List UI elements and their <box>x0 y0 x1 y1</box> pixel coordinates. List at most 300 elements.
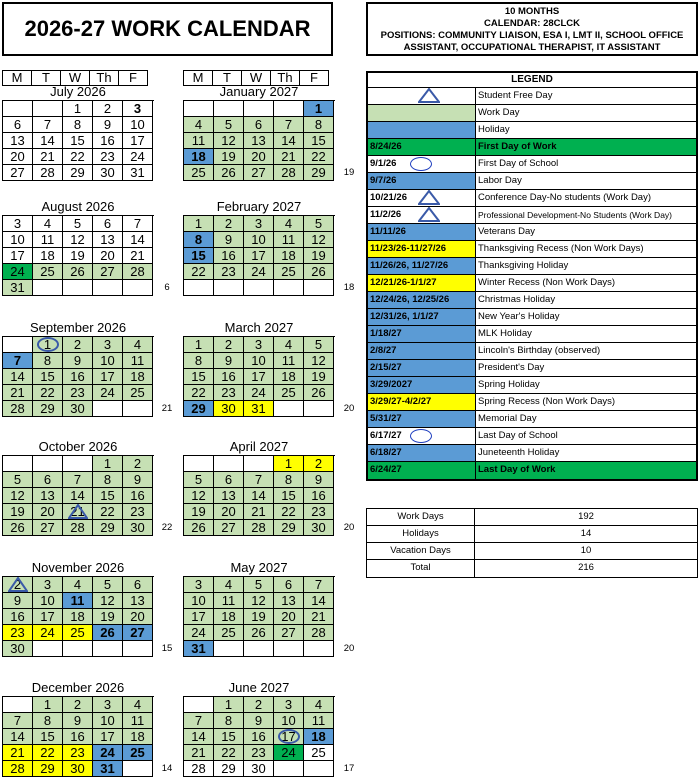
day-cell <box>3 504 33 520</box>
day-number: 26 <box>311 385 326 400</box>
day-cell <box>63 745 93 761</box>
day-number: 23 <box>251 745 266 760</box>
day-cell <box>274 577 304 593</box>
months-label: 10 MONTHS <box>504 6 560 17</box>
day-cell <box>244 165 274 181</box>
day-cell <box>93 761 123 777</box>
day-cell <box>33 117 63 133</box>
day-cell <box>33 216 63 232</box>
legend-date: 9/7/26 <box>368 173 476 189</box>
day-cell <box>33 609 63 625</box>
day-number: 27 <box>10 165 25 180</box>
month-grid <box>183 100 335 181</box>
day-number: 6 <box>103 216 112 231</box>
day-cell <box>244 625 274 641</box>
day-number: 2 <box>254 697 263 712</box>
day-number: 7 <box>133 216 142 231</box>
day-number: 30 <box>70 401 85 416</box>
day-number: 9 <box>133 472 142 487</box>
day-cell <box>214 248 244 264</box>
legend-description: Juneteenth Holiday <box>478 447 560 458</box>
day-cell <box>274 369 304 385</box>
day-cell <box>93 401 123 417</box>
day-cell <box>63 729 93 745</box>
totals-value: 14 <box>580 528 592 539</box>
day-cell <box>123 745 153 761</box>
day-number: 16 <box>311 488 326 503</box>
day-cell <box>274 520 304 536</box>
day-number: 30 <box>221 401 236 416</box>
day-cell <box>304 385 334 401</box>
day-number: 8 <box>224 713 233 728</box>
day-number: 29 <box>40 761 55 776</box>
day-cell <box>184 248 214 264</box>
day-cell <box>93 625 123 641</box>
day-number: 13 <box>100 232 115 247</box>
day-cell <box>33 385 63 401</box>
day-number: 20 <box>10 149 25 164</box>
month-grid <box>2 455 154 536</box>
day-cell <box>33 401 63 417</box>
day-cell <box>304 149 334 165</box>
day-number: 29 <box>100 520 115 535</box>
legend-row <box>368 190 696 207</box>
month-calendar <box>183 680 335 777</box>
day-cell <box>3 216 33 232</box>
day-cell <box>63 353 93 369</box>
day-number: 9 <box>254 713 263 728</box>
day-number: 12 <box>221 133 236 148</box>
day-number: 3 <box>43 577 52 592</box>
day-number: 12 <box>251 593 266 608</box>
day-number: 21 <box>70 504 85 519</box>
day-cell <box>123 248 153 264</box>
day-cell <box>3 369 33 385</box>
day-number: 8 <box>284 472 293 487</box>
day-number: 9 <box>224 232 233 247</box>
day-cell <box>214 149 244 165</box>
day-cell <box>274 117 304 133</box>
day-number: 17 <box>100 729 115 744</box>
day-number: 15 <box>191 248 206 263</box>
legend-date: 6/17/27 <box>368 428 476 444</box>
month-workday-count: 21 <box>161 403 173 414</box>
day-cell <box>33 165 63 181</box>
day-number: 18 <box>40 248 55 263</box>
day-cell <box>274 133 304 149</box>
month-name: April 2027 <box>229 439 289 454</box>
month-name: June 2027 <box>228 680 290 695</box>
day-cell <box>33 149 63 165</box>
day-number: 22 <box>191 264 206 279</box>
day-number: 18 <box>281 248 296 263</box>
day-number: 7 <box>13 353 22 368</box>
day-cell <box>214 456 244 472</box>
day-cell <box>93 609 123 625</box>
day-cell <box>123 504 153 520</box>
day-cell <box>123 625 153 641</box>
day-number: 26 <box>251 625 266 640</box>
legend-description: Last Day of Work <box>476 462 696 479</box>
day-number: 28 <box>40 165 55 180</box>
day-number: 8 <box>43 353 52 368</box>
month-grid <box>183 336 335 417</box>
day-cell <box>123 149 153 165</box>
legend-title: LEGEND <box>368 73 696 88</box>
legend-date <box>368 105 476 121</box>
day-number: 19 <box>100 609 115 624</box>
day-cell <box>33 593 63 609</box>
totals-label: Holidays <box>367 526 475 542</box>
day-cell <box>33 280 63 296</box>
day-cell <box>274 625 304 641</box>
day-cell <box>304 577 334 593</box>
day-cell <box>184 577 214 593</box>
day-cell <box>63 133 93 149</box>
day-cell <box>274 504 304 520</box>
month-calendar <box>183 439 335 536</box>
day-cell <box>214 697 244 713</box>
day-number: 19 <box>221 149 236 164</box>
day-cell <box>63 117 93 133</box>
day-header: F <box>299 70 329 86</box>
day-cell <box>123 713 153 729</box>
day-number: 30 <box>130 520 145 535</box>
day-number: 3 <box>254 216 263 231</box>
day-cell <box>3 133 33 149</box>
day-cell <box>3 401 33 417</box>
month-name: December 2026 <box>31 680 125 695</box>
day-cell <box>184 729 214 745</box>
legend-description: First Day of Work <box>476 139 696 155</box>
day-cell <box>214 745 244 761</box>
day-number: 1 <box>194 216 203 231</box>
day-number: 23 <box>100 149 115 164</box>
day-cell <box>184 165 214 181</box>
month-calendar <box>183 84 335 181</box>
legend-description: Work Day <box>478 107 520 118</box>
legend-row <box>368 105 696 122</box>
day-cell <box>214 504 244 520</box>
day-number: 21 <box>40 149 55 164</box>
day-number: 25 <box>281 264 296 279</box>
month-grid <box>2 100 154 181</box>
day-cell <box>274 697 304 713</box>
legend-date: 1/18/27 <box>368 326 476 342</box>
day-cell <box>184 353 214 369</box>
day-number: 5 <box>194 472 203 487</box>
day-cell <box>3 456 33 472</box>
day-header: M <box>2 70 32 86</box>
first-last-school-circle-icon <box>37 337 59 352</box>
day-number: 15 <box>40 369 55 384</box>
day-cell <box>93 577 123 593</box>
day-cell <box>244 401 274 417</box>
month-calendar <box>2 320 154 417</box>
day-cell <box>63 713 93 729</box>
day-number: 28 <box>251 520 266 535</box>
month-workday-count: 14 <box>161 763 173 774</box>
day-cell <box>123 641 153 657</box>
legend-row <box>368 224 696 241</box>
day-cell <box>123 729 153 745</box>
day-cell <box>274 385 304 401</box>
legend-date: 12/21/26-1/1/27 <box>368 275 476 291</box>
day-cell <box>214 520 244 536</box>
day-cell <box>184 232 214 248</box>
totals-row <box>367 543 697 560</box>
legend-date: 12/31/26, 1/1/27 <box>368 309 476 325</box>
day-number: 17 <box>130 133 145 148</box>
day-number: 3 <box>133 101 142 116</box>
day-number: 1 <box>103 456 112 471</box>
totals-value: 10 <box>580 545 592 556</box>
day-number: 20 <box>40 504 55 519</box>
day-cell <box>3 488 33 504</box>
day-cell <box>274 472 304 488</box>
day-number: 3 <box>103 337 112 352</box>
day-cell <box>93 133 123 149</box>
day-cell <box>304 401 334 417</box>
day-cell <box>214 729 244 745</box>
day-number: 12 <box>100 593 115 608</box>
day-number: 30 <box>10 641 25 656</box>
day-number: 17 <box>251 369 266 384</box>
legend-description: President's Day <box>478 362 545 373</box>
day-cell <box>33 745 63 761</box>
day-cell <box>184 593 214 609</box>
day-number: 8 <box>103 472 112 487</box>
day-header: T <box>31 70 61 86</box>
day-cell <box>63 280 93 296</box>
day-cell <box>123 520 153 536</box>
legend-row <box>368 258 696 275</box>
day-number: 1 <box>224 697 233 712</box>
legend-description: Labor Day <box>478 175 522 186</box>
day-number: 15 <box>191 369 206 384</box>
legend-row <box>368 411 696 428</box>
day-cell <box>33 232 63 248</box>
day-number: 5 <box>13 472 22 487</box>
calendar-code: CALENDAR: 28CLCK <box>483 18 581 29</box>
day-number: 16 <box>70 729 85 744</box>
day-cell <box>184 133 214 149</box>
day-cell <box>214 369 244 385</box>
legend-date <box>368 88 476 104</box>
legend-row <box>368 122 696 139</box>
day-header: T <box>212 70 242 86</box>
day-number: 16 <box>10 609 25 624</box>
day-cell <box>93 697 123 713</box>
day-number: 18 <box>130 729 145 744</box>
day-number: 25 <box>130 385 145 400</box>
day-cell <box>3 280 33 296</box>
day-cell <box>304 504 334 520</box>
day-number: 2 <box>133 456 142 471</box>
day-cell <box>184 625 214 641</box>
day-number: 21 <box>251 504 266 519</box>
month-grid <box>2 576 154 657</box>
day-number: 29 <box>221 761 236 776</box>
day-number: 2 <box>224 337 233 352</box>
day-number: 13 <box>221 488 236 503</box>
first-last-school-circle-icon <box>278 729 300 744</box>
day-number: 25 <box>70 625 85 640</box>
day-cell <box>93 117 123 133</box>
day-cell <box>123 369 153 385</box>
day-number: 23 <box>130 504 145 519</box>
day-number: 12 <box>191 488 206 503</box>
day-cell <box>214 641 244 657</box>
month-workday-count: 20 <box>343 643 355 654</box>
day-number: 24 <box>130 149 145 164</box>
day-number: 29 <box>311 165 326 180</box>
day-cell <box>304 101 334 117</box>
legend <box>366 71 698 481</box>
day-cell <box>3 165 33 181</box>
day-cell <box>33 369 63 385</box>
legend-description: Winter Recess (Non Work Days) <box>478 277 616 288</box>
month-name: March 2027 <box>224 320 294 335</box>
day-number: 10 <box>251 353 266 368</box>
day-cell <box>244 641 274 657</box>
day-number: 5 <box>254 577 263 592</box>
day-number: 15 <box>221 729 236 744</box>
legend-date: 2/15/27 <box>368 360 476 376</box>
day-number: 22 <box>311 149 326 164</box>
day-cell <box>244 353 274 369</box>
day-number: 18 <box>281 369 296 384</box>
day-number: 26 <box>311 264 326 279</box>
day-cell <box>214 216 244 232</box>
day-number: 10 <box>251 232 266 247</box>
day-cell <box>214 577 244 593</box>
month-grid <box>2 215 154 296</box>
day-number: 20 <box>281 609 296 624</box>
day-cell <box>214 761 244 777</box>
legend-row <box>368 377 696 394</box>
day-cell <box>123 697 153 713</box>
month-workday-count: 6 <box>164 282 170 293</box>
day-cell <box>304 280 334 296</box>
day-cell <box>244 761 274 777</box>
day-cell <box>304 641 334 657</box>
day-cell <box>33 337 63 353</box>
day-cell <box>123 353 153 369</box>
month-name: November 2026 <box>31 560 125 575</box>
day-number: 4 <box>73 577 82 592</box>
day-cell <box>184 369 214 385</box>
day-number: 4 <box>224 577 233 592</box>
day-number: 4 <box>133 697 142 712</box>
day-cell <box>214 337 244 353</box>
day-number: 25 <box>281 385 296 400</box>
day-number: 11 <box>281 353 296 368</box>
day-cell <box>244 385 274 401</box>
legend-date: 11/2/26 <box>368 207 476 223</box>
day-cell <box>123 232 153 248</box>
day-number: 11 <box>130 353 145 368</box>
day-number: 6 <box>43 472 52 487</box>
legend-description: Spring Recess (Non Work Days) <box>478 396 616 407</box>
day-number: 23 <box>10 625 25 640</box>
day-number: 22 <box>100 504 115 519</box>
day-cell <box>3 713 33 729</box>
day-number: 7 <box>194 713 203 728</box>
day-number: 26 <box>70 264 85 279</box>
day-number: 25 <box>130 745 145 760</box>
day-cell <box>63 609 93 625</box>
day-number: 28 <box>311 625 326 640</box>
day-cell <box>244 248 274 264</box>
day-number: 6 <box>224 472 233 487</box>
day-number: 17 <box>10 248 25 263</box>
day-number: 8 <box>43 713 52 728</box>
legend-description: First Day of School <box>478 158 559 169</box>
day-cell <box>304 353 334 369</box>
day-number: 29 <box>281 520 296 535</box>
day-cell <box>33 761 63 777</box>
day-cell <box>93 520 123 536</box>
day-number: 9 <box>103 117 112 132</box>
month-calendar <box>183 199 335 296</box>
day-number: 21 <box>191 745 206 760</box>
day-number: 27 <box>281 625 296 640</box>
day-number: 5 <box>103 577 112 592</box>
day-number: 4 <box>194 117 203 132</box>
day-cell <box>3 101 33 117</box>
day-number: 17 <box>100 369 115 384</box>
day-cell <box>274 264 304 280</box>
legend-date: 5/31/27 <box>368 411 476 427</box>
legend-row <box>368 394 696 411</box>
day-number: 21 <box>311 609 326 624</box>
day-cell <box>184 117 214 133</box>
day-cell <box>244 456 274 472</box>
day-cell <box>93 504 123 520</box>
month-calendar <box>183 560 335 657</box>
day-cell <box>93 216 123 232</box>
day-number: 26 <box>10 520 25 535</box>
day-cell <box>123 337 153 353</box>
day-cell <box>123 101 153 117</box>
day-cell <box>304 745 334 761</box>
day-number: 15 <box>70 133 85 148</box>
day-number: 23 <box>70 385 85 400</box>
day-cell <box>244 280 274 296</box>
day-number: 20 <box>251 149 266 164</box>
legend-description: New Year's Holiday <box>478 311 560 322</box>
day-number: 1 <box>314 101 323 116</box>
day-number: 23 <box>221 385 236 400</box>
day-cell <box>33 729 63 745</box>
legend-row <box>368 428 696 445</box>
day-cell <box>3 609 33 625</box>
day-cell <box>123 165 153 181</box>
day-cell <box>3 520 33 536</box>
legend-row <box>368 241 696 258</box>
legend-date: 2/8/27 <box>368 343 476 359</box>
day-cell <box>184 713 214 729</box>
month-name: October 2026 <box>38 439 118 454</box>
day-number: 28 <box>281 165 296 180</box>
day-number: 12 <box>311 353 326 368</box>
day-cell <box>184 641 214 657</box>
day-number: 31 <box>10 280 25 295</box>
day-number: 15 <box>281 488 296 503</box>
day-number: 31 <box>251 401 266 416</box>
legend-description: Holiday <box>478 124 510 135</box>
